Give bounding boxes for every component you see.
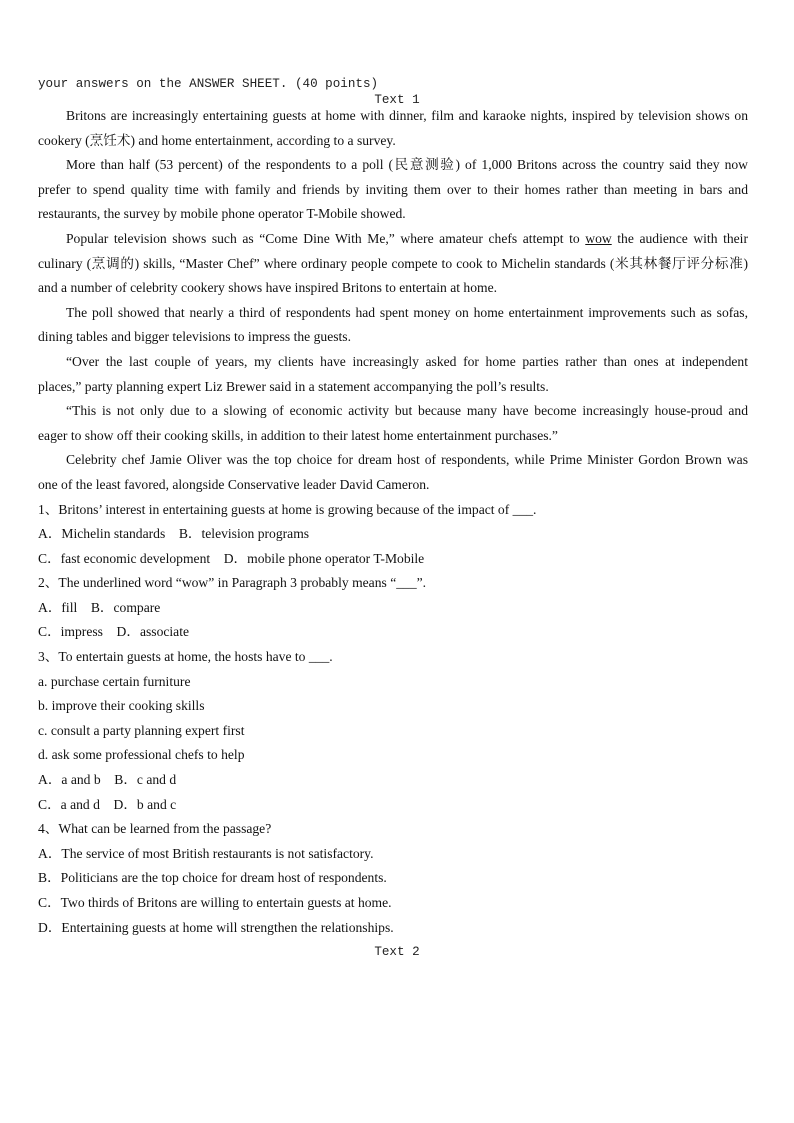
line-text: The poll showed that nearly a third of respondents had spent money on home entertainment improvements such as sofas, — [66, 304, 748, 320]
question-line: 4、What can be learned from the passage? — [38, 821, 272, 837]
question-line: d. ask some professional chefs to help — [38, 747, 245, 763]
passage-line — [38, 181, 748, 206]
underlined-word: wow — [585, 230, 612, 246]
instructions: your answers on the ANSWER SHEET. (40 points) — [38, 77, 379, 91]
passage-line — [38, 107, 748, 132]
question-line: c. consult a party planning expert first — [38, 722, 245, 738]
passage-line — [38, 476, 748, 501]
line-text: places,” party planning expert Liz Brewer said in a statement accompanying the poll’s results. — [38, 378, 549, 394]
text-2-title: Text 2 — [374, 945, 420, 959]
text-1-title: Text 1 — [374, 93, 420, 107]
line-text: Popular television shows such as “Come Dine With Me,” where amateur chefs attempt to — [66, 230, 586, 246]
passage-line — [38, 132, 748, 157]
passage-line — [38, 279, 748, 304]
question-line: C．fast economic development D．mobile phone operator T-Mobile — [38, 550, 425, 566]
line-text: restaurants, the survey by mobile phone operator T-Mobile showed. — [38, 206, 406, 222]
passage-line — [38, 156, 748, 181]
line-text: prefer to spend quality time with family and friends by inviting them over to their homes rather than meeting in bars and — [38, 181, 748, 197]
line-text: Celebrity chef Jamie Oliver was the top choice for dream host of respondents, while Prime Minister Gordon Brown was — [66, 452, 748, 468]
passage-line — [38, 353, 748, 378]
question-line: D．Entertaining guests at home will strengthen the relationships. — [38, 919, 394, 935]
question-line: b. improve their cooking skills — [38, 698, 205, 714]
question-line: A．The service of most British restaurants is not satisfactory. — [38, 845, 374, 861]
question-line: C．Two thirds of Britons are willing to entertain guests at home. — [38, 895, 392, 910]
passage-line — [38, 205, 748, 230]
question-line: a. purchase certain furniture — [38, 673, 191, 689]
question-line: A．Michelin standards B．television programs — [38, 526, 310, 542]
line-text: Britons are increasingly entertaining guests at home with dinner, film and karaoke nights, inspired by television shows on — [66, 108, 748, 123]
line-text: “Over the last couple of years, my clients have increasingly asked for home parties rather than ones at independent — [66, 353, 748, 369]
document-body — [38, 107, 748, 943]
line-text: the audience with their — [611, 230, 748, 246]
question-line: 3、To entertain guests at home, the hosts have to ___. — [38, 649, 333, 665]
question-line: 2、The underlined word “wow” in Paragraph 3 probably means “___”. — [38, 575, 427, 591]
passage-line — [38, 402, 748, 427]
passage-line — [38, 304, 748, 329]
passage-line — [38, 451, 748, 476]
passage-line — [38, 230, 748, 255]
question-line: A．fill B．compare — [38, 599, 161, 615]
question-line: A．a and b B．c and d — [38, 772, 177, 788]
line-text: eager to show off their cooking skills, in addition to their latest home entertainment purchases.” — [38, 427, 558, 443]
question-line: 1、Britons’ interest in entertaining guests at home is growing because of the impact of ___. — [38, 501, 537, 517]
passage-line — [38, 255, 748, 280]
question-line: B．Politicians are the top choice for dream host of respondents. — [38, 870, 387, 886]
line-text: dining tables and bigger televisions to impress the guests. — [38, 329, 351, 345]
line-text: one of the least favored, alongside Conservative leader David Cameron. — [38, 476, 430, 492]
line-text: “This is not only due to a slowing of economic activity but because many have become increasingly house-proud and — [66, 403, 748, 419]
passage-line — [38, 378, 748, 403]
line-text: cookery (烹饪术) and home entertainment, according to a survey. — [38, 132, 396, 148]
passage-line — [38, 328, 748, 353]
questions — [38, 501, 748, 944]
question-line: C．impress D．associate — [38, 624, 190, 640]
line-text: culinary (烹调的) skills, “Master Chef” where ordinary people compete to cook to Michelin standards (米其林餐厅评分标准) — [38, 255, 748, 271]
line-text: More than half (53 percent) of the respondents to a poll (民意测验) of 1,000 Britons across the country said they now — [66, 157, 748, 173]
question-line: C．a and d D．b and c — [38, 796, 177, 812]
passage-line — [38, 427, 748, 452]
passage — [38, 107, 748, 501]
line-text: and a number of celebrity cookery shows have inspired Britons to entertain at home. — [38, 280, 498, 296]
